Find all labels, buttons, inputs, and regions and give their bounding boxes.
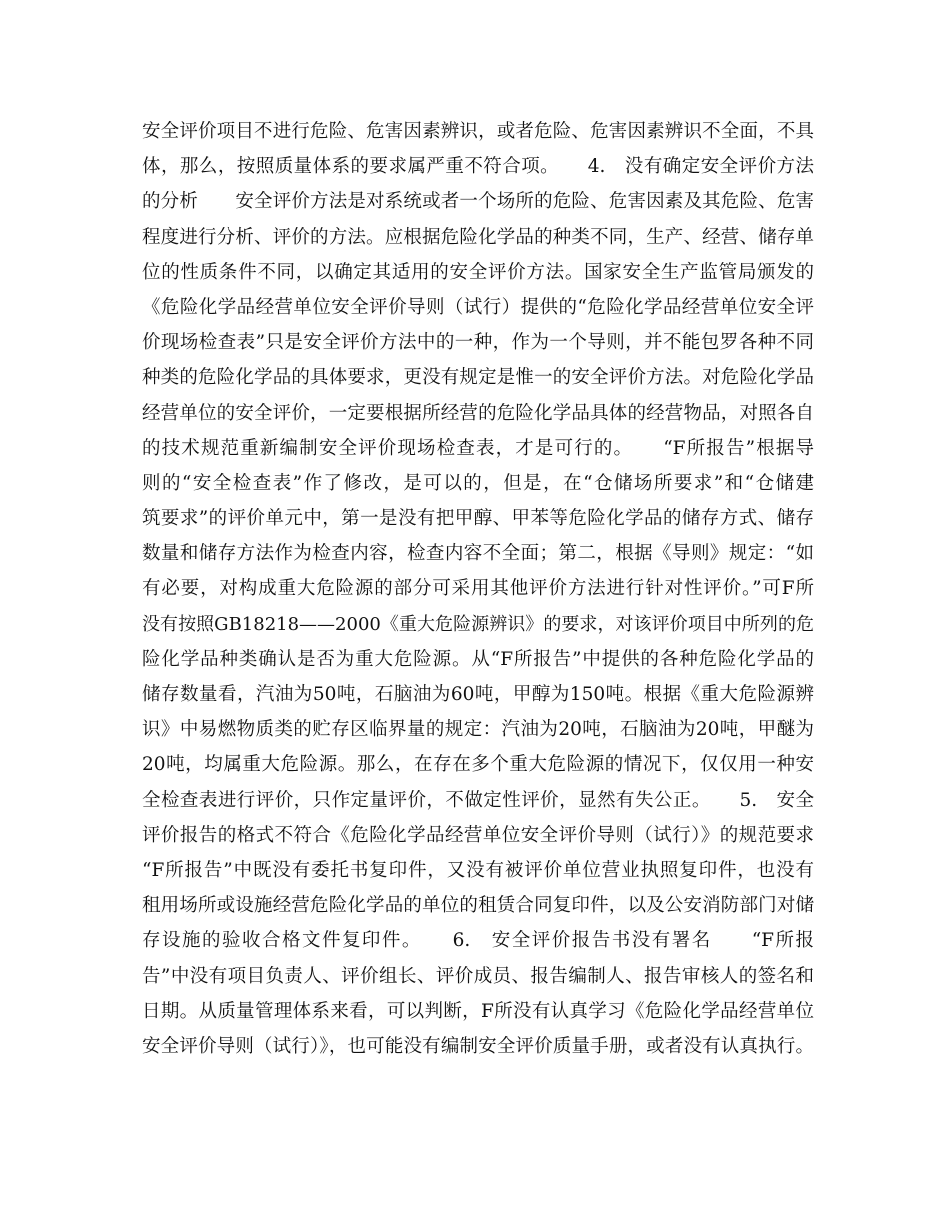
text-line-10: 的技术规范重新编制安全评价现场检查表，才是可行的。 “F所报告”根据导 bbox=[142, 437, 814, 459]
text-line-22: “F所报告”中既没有委托书复印件，又没有被评价单位营业执照复印件，也没有 bbox=[142, 859, 814, 881]
text-line-12: 筑要求”的评价单元中，第一是没有把甲醇、甲苯等危险化学品的储存方式、储存 bbox=[142, 508, 814, 530]
text-line-11: 则的“安全检查表”作了修改，是可以的，但是，在“仓储场所要求”和“仓储建 bbox=[142, 472, 814, 494]
text-line-13: 数量和储存方法作为检查内容，检查内容不全面；第二，根据《导则》规定：“如 bbox=[142, 543, 814, 565]
text-line-24: 存设施的验收合格文件复印件。 6. 安全评价报告书没有署名 “F所报 bbox=[142, 930, 814, 952]
text-line-19: 20吨，均属重大危险源。那么，在存在多个重大危险源的情况下，仅仅用一种安 bbox=[142, 754, 814, 776]
text-line-8: 种类的危险化学品的具体要求，更没有规定是惟一的安全评价方法。对危险化学品 bbox=[142, 367, 814, 389]
text-line-9: 经营单位的安全评价，一定要根据所经营的危险化学品具体的经营物品，对照各自 bbox=[142, 402, 814, 424]
text-line-5: 位的性质条件不同，以确定其适用的安全评价方法。国家安全生产监管局颁发的 bbox=[142, 261, 814, 283]
text-line-23: 租用场所或设施经营危险化学品的单位的租赁合同复印件，以及公安消防部门对储 bbox=[142, 895, 814, 917]
text-line-18: 识》中易燃物质类的贮存区临界量的规定：汽油为20吨，石脑油为20吨，甲醚为 bbox=[142, 719, 814, 741]
text-line-6: 《危险化学品经营单位安全评价导则（试行）提供的“危险化学品经营单位安全评 bbox=[142, 296, 814, 318]
text-line-15: 没有按照GB18218——2000《重大危险源辨识》的要求，对该评价项目中所列的危 bbox=[142, 613, 814, 635]
text-line-21: 评价报告的格式不符合《危险化学品经营单位安全评价导则（试行）》的规范要求 bbox=[142, 824, 814, 846]
text-line-25: 告”中没有项目负责人、评价组长、评价成员、报告编制人、报告审核人的签名和 bbox=[142, 965, 814, 987]
text-line-16: 险化学品种类确认是否为重大危险源。从“F所报告”中提供的各种危险化学品的 bbox=[142, 648, 814, 670]
text-line-17: 储存数量看，汽油为50吨，石脑油为60吨，甲醇为150吨。根据《重大危险源辨 bbox=[142, 684, 814, 705]
text-line-14: 有必要，对构成重大危险源的部分可采用其他评价方法进行针对性评价。”可F所 bbox=[142, 578, 814, 600]
body-text bbox=[142, 114, 814, 1064]
text-line-20: 全检查表进行评价，只作定量评价，不做定性评价，显然有失公正。 5. 安全 bbox=[142, 789, 814, 811]
text-line-4: 程度进行分析、评价的方法。应根据危险化学品的种类不同，生产、经营、储存单 bbox=[142, 226, 814, 248]
text-line-27: 安全评价导则（试行）》，也可能没有编制安全评价质量手册，或者没有认真执行。 bbox=[142, 1035, 814, 1057]
text-line-3: 的分析 安全评价方法是对系统或者一个场所的危险、危害因素及其危险、危害 bbox=[142, 191, 814, 213]
text-line-7: 价现场检查表”只是安全评价方法中的一种，作为一个导则，并不能包罗各种不同 bbox=[142, 332, 814, 354]
text-line-2: 体，那么，按照质量体系的要求属严重不符合项。 4. 没有确定安全评价方法 bbox=[142, 156, 814, 178]
text-line-26: 日期。从质量管理体系来看，可以判断，F所没有认真学习《危险化学品经营单位 bbox=[142, 1000, 814, 1022]
text-line-1: 安全评价项目不进行危险、危害因素辨识，或者危险、危害因素辨识不全面，不具 bbox=[142, 121, 814, 142]
